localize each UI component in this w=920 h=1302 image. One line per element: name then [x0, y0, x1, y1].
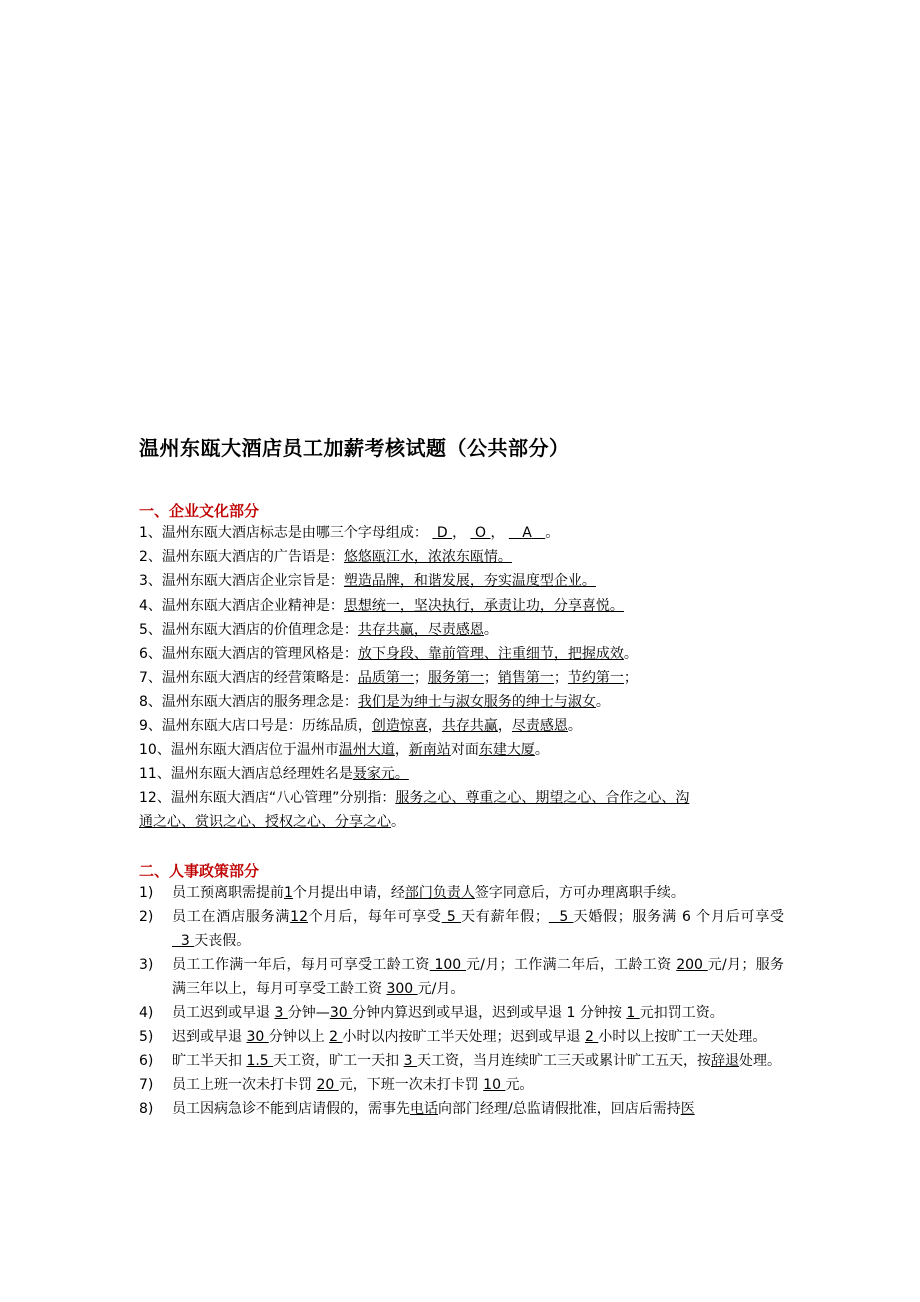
question-9: 9、温州东瓯大店口号是：历练品质，创造惊喜，共存共赢，尽责感恩。: [139, 718, 582, 734]
list-item: 2) 员工在酒店服务满12个月后，每年可享受 5 天有薪年假； 5 天婚假；服务满 6 个月后可享受 3 天丧假。: [139, 909, 785, 949]
question-6: 6、温州东瓯大酒店的管理风格是：放下身段、靠前管理、注重细节，把握成效。: [139, 646, 638, 662]
list-item: 8) 员工因病急诊不能到店请假的，需事先电话向部门经理/总监请假批准，回店后需持医: [139, 1101, 695, 1117]
question-11: 11、温州东瓯大酒店总经理姓名是聂家元。: [139, 766, 409, 782]
question-1: 1、温州东瓯大酒店标志是由哪三个字母组成： D ， O ， A 。: [139, 525, 560, 541]
question-4: 4、温州东瓯大酒店企业精神是：思想统一，坚决执行，承责让功，分享喜悦。: [139, 598, 624, 614]
question-12: 12、温州东瓯大酒店“八心管理”分别指：服务之心、尊重之心、期望之心、合作之心、沟: [139, 790, 690, 806]
question-2: 2、温州东瓯大酒店的广告语是：悠悠瓯江水，浓浓东瓯情。: [139, 549, 512, 565]
question-7: 7、温州东瓯大酒店的经营策略是：品质第一；服务第一；销售第一；节约第一；: [139, 670, 638, 686]
question-12-continued: 通之心、赏识之心、授权之心、分享之心。: [139, 814, 405, 830]
question-10: 10、温州东瓯大酒店位于温州市温州大道，新南站对面东建大厦。: [139, 742, 549, 758]
hr-policy-list: [139, 881, 784, 1121]
section-heading-hr-policy: 二、人事政策部分: [139, 862, 260, 880]
question-5: 5、温州东瓯大酒店的价值理念是：共存共赢，尽责感恩。: [139, 622, 498, 638]
question-8: 8、温州东瓯大酒店的服务理念是：我们是为绅士与淑女服务的绅士与淑女。: [139, 694, 610, 710]
list-item: 4) 员工迟到或早退 3 分钟—30 分钟内算迟到或早退，迟到或早退 1 分钟按 1 元扣罚工资。: [139, 1005, 724, 1021]
list-item: 6) 旷工半天扣 1.5 天工资，旷工一天扣 3 天工资，当月连续旷工三天或累计旷工五天，按辞退处理。: [139, 1053, 781, 1069]
list-item: 3) 员工工作满一年后，每月可享受工龄工资 100 元/月；工作满二年后，工龄工资 200 元/月；服务满三年以上，每月可享受工龄工资 300 元/月。: [139, 957, 785, 997]
list-item: 7) 员工上班一次未打卡罚 20 元，下班一次未打卡罚 10 元。: [139, 1077, 534, 1093]
list-item: 1) 员工预离职需提前1个月提出申请，经部门负责人签字同意后，方可办理离职手续。: [139, 885, 685, 901]
question-3: 3、温州东瓯大酒店企业宗旨是：塑造品牌，和谐发展，夯实温度型企业。: [139, 573, 596, 589]
page-title: 温州东瓯大酒店员工加薪考核试题（公共部分）: [139, 436, 570, 460]
list-item: 5) 迟到或早退 30 分钟以上 2 小时以内按旷工半天处理；迟到或早退 2 小时以上按旷工一天处理。: [139, 1029, 767, 1045]
section-heading-culture: 一、企业文化部分: [139, 502, 260, 520]
